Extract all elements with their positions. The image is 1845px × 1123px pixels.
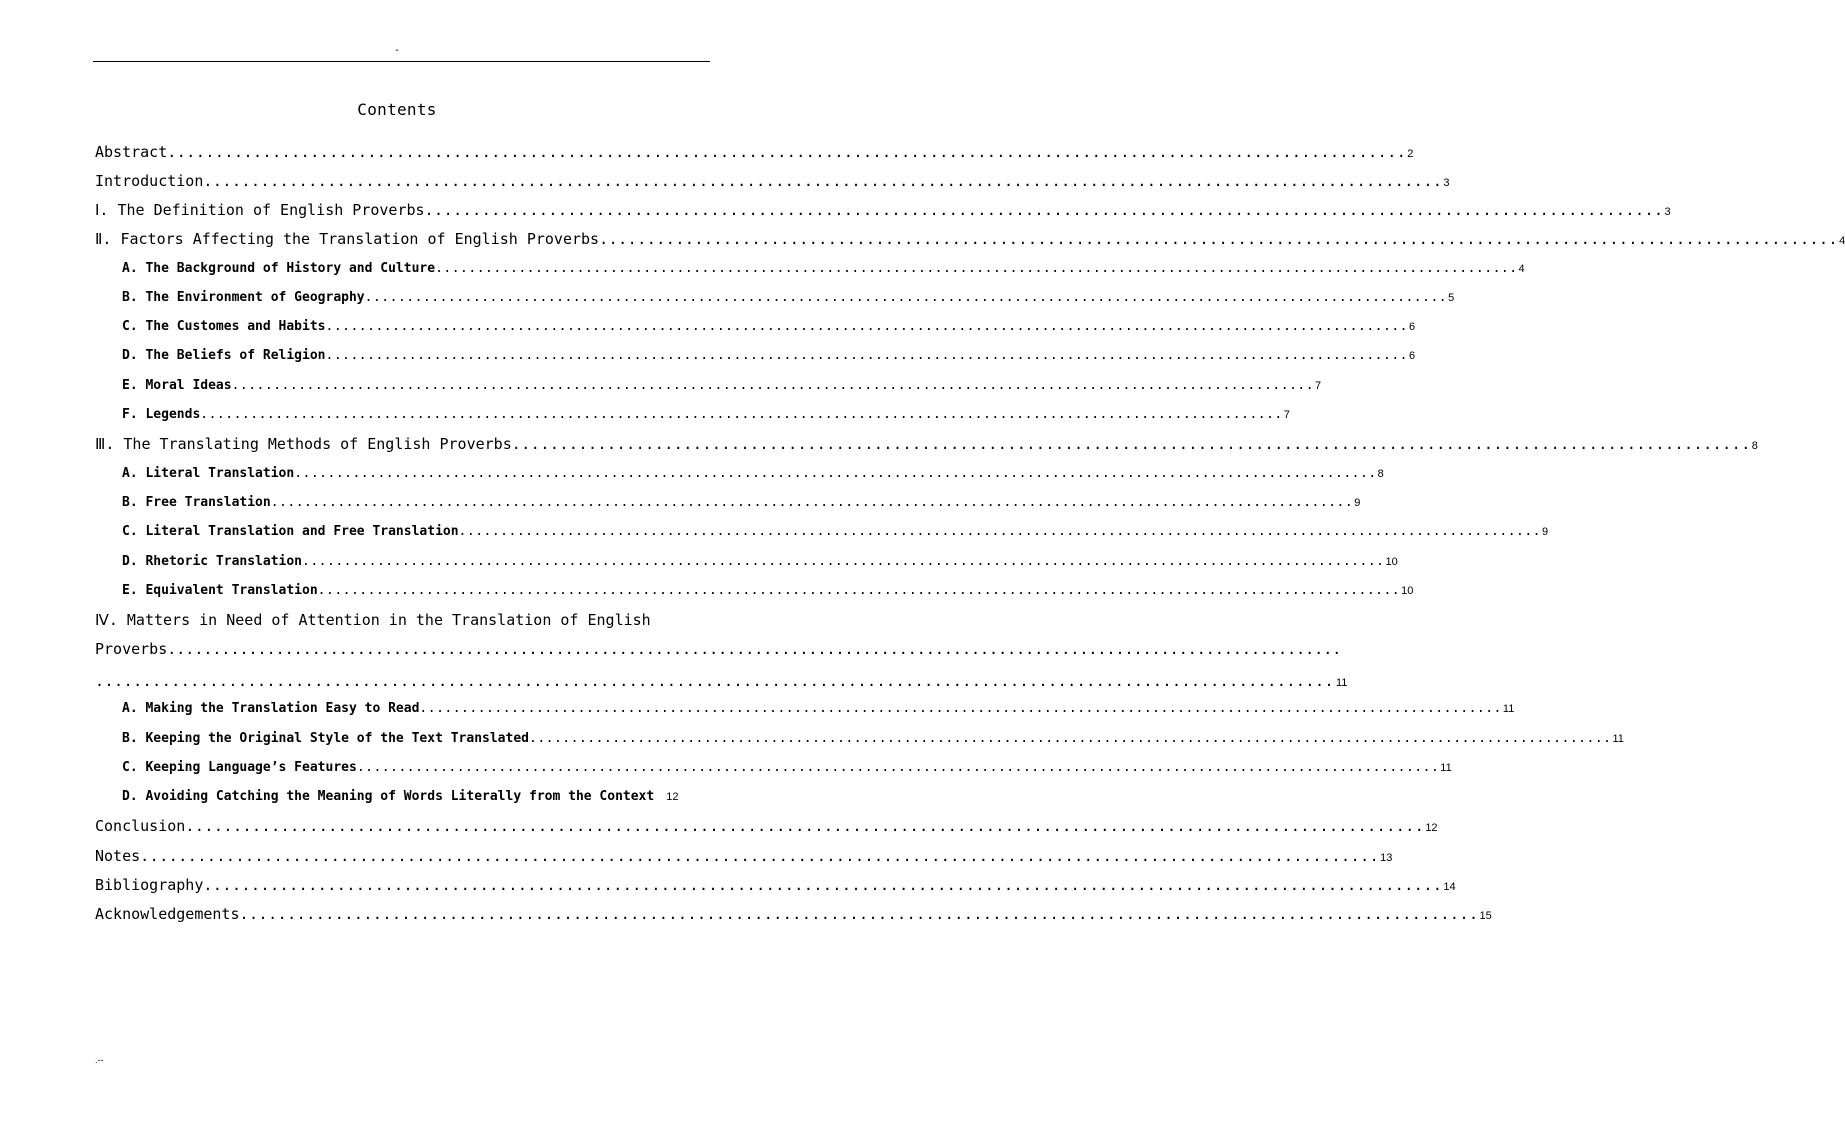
page-number: 2	[1407, 148, 1414, 160]
toc-entry-3b[interactable]	[122, 493, 1361, 513]
page-number: 3	[1664, 206, 1671, 218]
toc-entry-4d[interactable]	[122, 787, 702, 807]
dot-leader: ..................................................................................................................................	[294, 466, 1377, 481]
toc-entry-label: A. The Background of History and Culture	[122, 261, 436, 276]
dot-leader: ..................................................................................................................................	[203, 172, 1443, 190]
dot-leader: ..................................................................................................................................	[302, 554, 1385, 569]
toc-entry-conclusion[interactable]	[95, 815, 1438, 839]
page-number: 5	[1448, 292, 1455, 304]
toc-entry-abstract[interactable]	[95, 141, 1414, 165]
page-number: 15	[1479, 910, 1492, 922]
page-number: 9	[1542, 526, 1549, 538]
page-number: 4	[1518, 263, 1525, 275]
dot-leader: ..................................................................................................................................	[140, 847, 1380, 865]
page-number: 4	[1839, 235, 1845, 247]
toc-entry-3c[interactable]	[122, 522, 1549, 542]
dot-leader: ..................................................................................................................................	[424, 201, 1664, 219]
toc-entry-label: C. The Customes and Habits	[122, 319, 326, 334]
toc-entry-section-2[interactable]	[95, 228, 1845, 252]
toc-entry-bibliography[interactable]	[95, 874, 1456, 898]
toc-entry-label: D. Rhetoric Translation	[122, 554, 303, 569]
page-number: 7	[1283, 409, 1290, 421]
toc-entry-label: B. Keeping the Original Style of the Text Translated	[122, 731, 529, 746]
dot-leader: ..................................................................................................................................	[511, 435, 1751, 453]
page-number: 10	[1401, 585, 1414, 597]
dot-leader: ..................................................................................................................................	[231, 378, 1315, 393]
footer-mark: .--	[95, 1055, 104, 1065]
page-number: 3	[1443, 177, 1450, 189]
toc-entry-2a[interactable]	[122, 259, 1525, 279]
dot-leader: ..................................................................................................................................	[239, 905, 1479, 923]
dot-leader: ..................................................................................................................................	[435, 261, 1518, 276]
page-number: 7	[1315, 380, 1322, 392]
page-number: 14	[1443, 881, 1456, 893]
toc-entry-label: D. Avoiding Catching the Meaning of Words Literally from the Context	[122, 789, 655, 804]
dot-leader: ..................................................................................................................................	[356, 760, 1440, 775]
dot-leader: ..................................................................................................................................	[325, 319, 1408, 334]
dot-leader: ..................................................................................................................................	[364, 290, 1448, 305]
page-number: 8	[1377, 468, 1384, 480]
dot-leader: ..................................................................................................................................	[317, 583, 1401, 598]
header-mark: -	[395, 45, 399, 56]
dot-leader: ..................................................................................................................................	[270, 495, 1354, 510]
page-number: 10	[1385, 556, 1398, 568]
toc-entry-label: Ⅱ. Factors Affecting the Translation of English Proverbs	[95, 230, 600, 248]
toc-entry-label: A. Making the Translation Easy to Read	[122, 701, 420, 716]
dot-leader: ..................................................................................................................................	[95, 672, 1334, 690]
dot-leader: ..................................................................................................................................	[167, 640, 1342, 658]
toc-entry-section-4-line-1[interactable]	[95, 609, 695, 631]
toc-entry-3a[interactable]	[122, 464, 1384, 484]
toc-entry-section-4-line-3[interactable]	[95, 670, 1348, 694]
toc-entry-label: Notes	[95, 847, 141, 865]
page-number: 11	[1502, 703, 1515, 715]
toc-entry-label: C. Literal Translation and Free Translation	[122, 524, 459, 539]
dot-leader: ..................................................................................................................................	[599, 230, 1839, 248]
toc-entry-label: Acknowledgements	[95, 905, 240, 923]
toc-entry-4c[interactable]	[122, 758, 1452, 778]
toc-entry-label: C. Keeping Language’s Features	[122, 760, 357, 775]
toc-entry-2f[interactable]	[122, 405, 1290, 425]
toc-entry-label: Ⅳ. Matters in Need of Attention in the Translation of English	[95, 611, 651, 629]
dot-leader: ..................................................................................................................................	[203, 876, 1443, 894]
dot-leader: ..................................................................................................................................	[185, 817, 1425, 835]
page-number: 11	[1612, 733, 1624, 745]
page-number: 12	[666, 791, 679, 803]
toc-entry-label: B. Free Translation	[122, 495, 271, 510]
toc-entry-2d[interactable]	[122, 346, 1416, 366]
toc-entry-label: E. Moral Ideas	[122, 378, 232, 393]
page-number: 13	[1380, 852, 1393, 864]
page-number: 12	[1425, 822, 1438, 834]
page-number: 6	[1408, 350, 1416, 362]
toc-entry-label: F. Legends	[122, 407, 201, 422]
toc-entry-4b[interactable]	[122, 729, 1624, 749]
page-number: 11	[1336, 677, 1348, 689]
page-number: 11	[1440, 762, 1452, 774]
toc-entry-acknowledgements[interactable]	[95, 903, 1492, 927]
toc-entry-label: B. The Environment of Geography	[122, 290, 365, 305]
dot-leader: ..................................................................................................................................	[325, 348, 1408, 363]
toc-entry-2b[interactable]	[122, 288, 1455, 308]
toc-entry-label: A. Literal Translation	[122, 466, 295, 481]
toc-title: Contents	[357, 100, 437, 119]
toc-entry-label: Abstract	[95, 143, 168, 161]
dot-leader: ..................................................................................................................................	[458, 524, 1542, 539]
toc-entry-4a[interactable]	[122, 699, 1515, 719]
toc-entry-label: Conclusion	[95, 817, 186, 835]
toc-entry-2c[interactable]	[122, 317, 1416, 337]
page-number: 6	[1408, 321, 1416, 333]
toc-entry-label: Ⅰ. The Definition of English Proverbs	[95, 201, 425, 219]
toc-entry-3e[interactable]	[122, 581, 1414, 601]
dot-leader: ..................................................................................................................................	[200, 407, 1283, 422]
toc-entry-notes[interactable]	[95, 845, 1393, 869]
toc-entry-section-3[interactable]	[95, 433, 1758, 457]
dot-leader: ..................................................................................................................................	[167, 143, 1407, 161]
toc-entry-section-1[interactable]	[95, 199, 1671, 223]
toc-entry-label: Introduction	[95, 172, 204, 190]
toc-entry-2e[interactable]	[122, 376, 1322, 396]
page-number: 8	[1751, 440, 1758, 452]
toc-entry-label: E. Equivalent Translation	[122, 583, 318, 598]
toc-entry-3d[interactable]	[122, 552, 1398, 572]
toc-entry-introduction[interactable]	[95, 170, 1450, 194]
toc-entry-label: D. The Beliefs of Religion	[122, 348, 326, 363]
page-number: 9	[1354, 497, 1361, 509]
toc-entry-label: Ⅲ. The Translating Methods of English Proverbs	[95, 435, 512, 453]
dot-leader: ..................................................................................................................................	[529, 731, 1612, 746]
toc-entry-section-4-line-2[interactable]	[95, 638, 1342, 660]
toc-entry-label: Proverbs	[95, 640, 168, 658]
dot-leader: ..................................................................................................................................	[419, 701, 1502, 716]
toc-entry-label: Bibliography	[95, 876, 204, 894]
